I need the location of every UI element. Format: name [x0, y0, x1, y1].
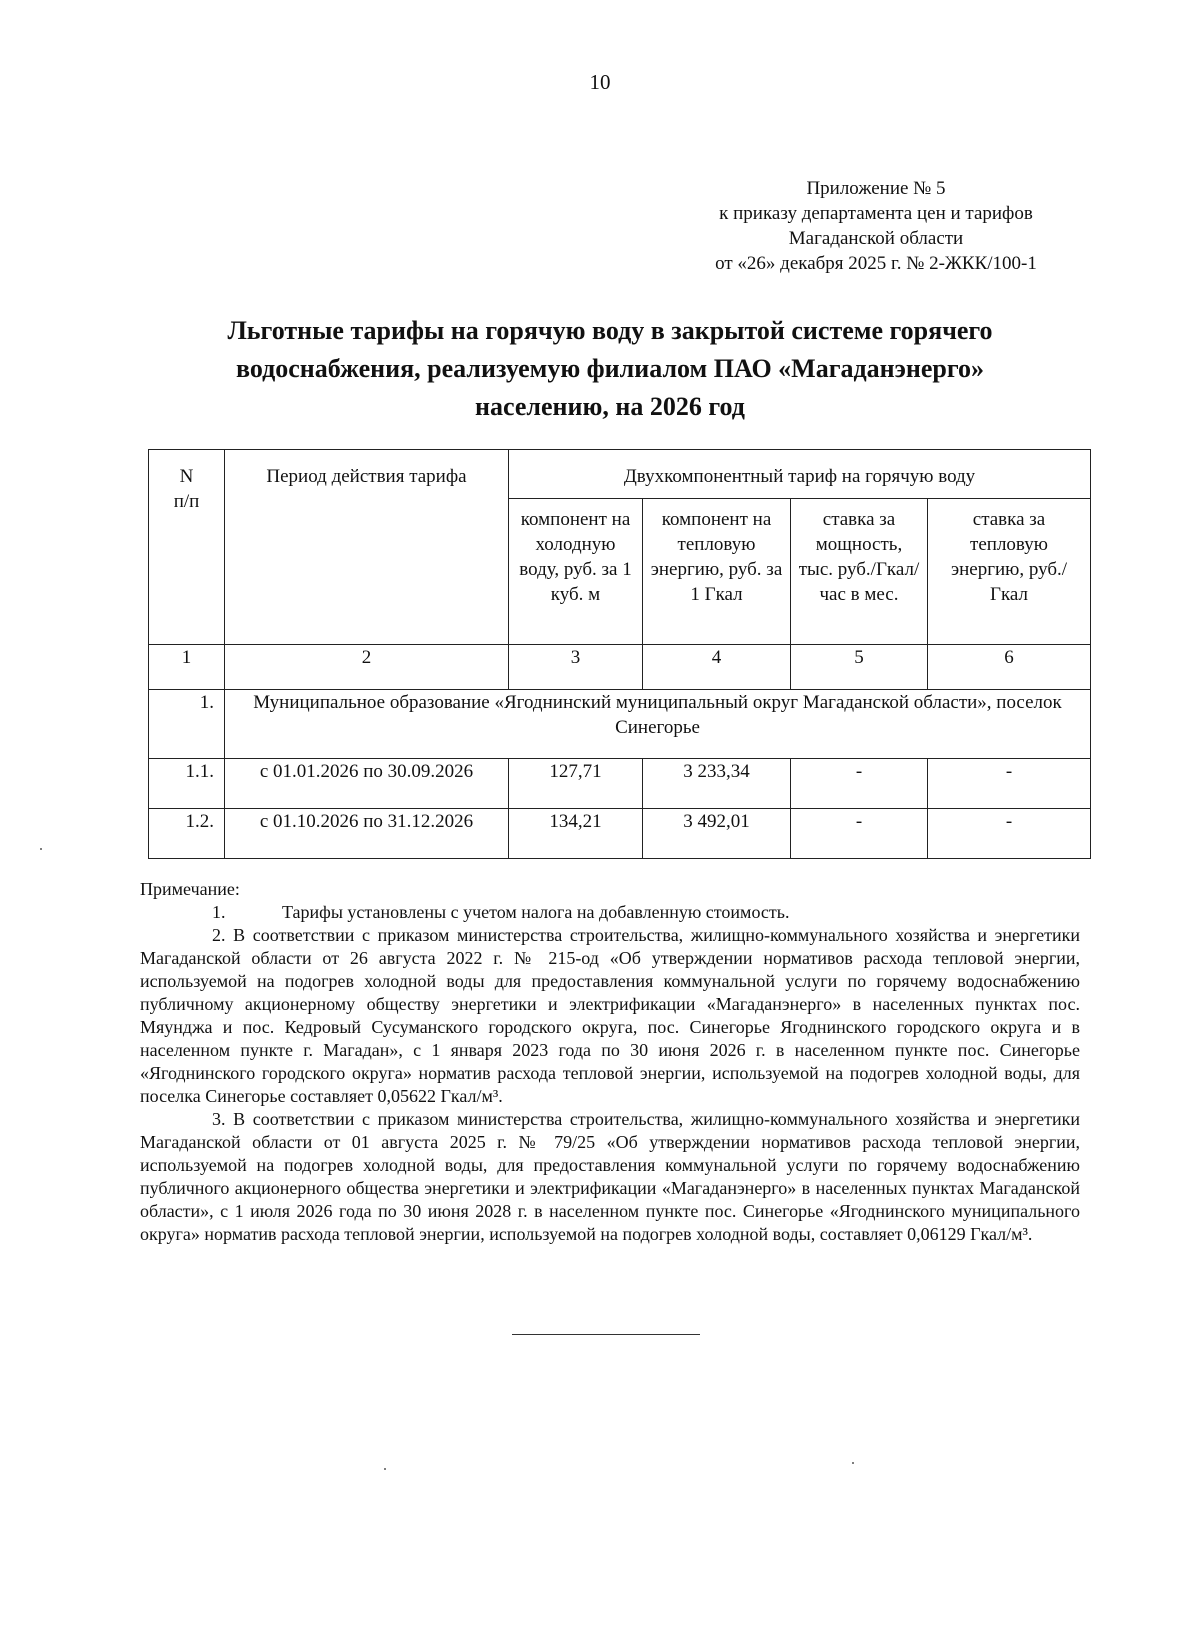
appendix-line-3: Магаданской области — [788, 228, 964, 249]
header-capacity-rate: ставка за мощность, тыс. руб./Гкал/час в мес. — [791, 499, 928, 645]
header-period: Период действия тарифа — [225, 450, 509, 645]
column-number: 1 — [149, 645, 225, 690]
scan-speck — [384, 1468, 386, 1470]
appendix-line-1: Приложение № 5 — [806, 178, 946, 199]
header-two-component-tariff: Двухкомпонентный тариф на горячую воду — [509, 450, 1091, 499]
row-capacity-rate: - — [791, 809, 928, 859]
header-number — [149, 450, 225, 645]
row-number: 1.1. — [149, 759, 225, 809]
column-number-row — [149, 645, 1091, 690]
row-cold-water: 134,21 — [509, 809, 643, 859]
table-header-row — [149, 450, 1091, 499]
column-number: 2 — [225, 645, 509, 690]
row-period: с 01.10.2026 по 31.12.2026 — [225, 809, 509, 859]
header-cold-water-component: компонент на холодную воду, руб. за 1 куб. м — [509, 499, 643, 645]
section-number: 1. — [149, 690, 225, 759]
header-heat-energy-rate: ставка за тепловую энергию, руб./Гкал — [928, 499, 1091, 645]
title-line-3: населению, на 2026 год — [475, 392, 745, 421]
closing-rule — [512, 1334, 700, 1335]
section-row — [149, 690, 1091, 759]
notes-heading: Примечание: — [140, 879, 240, 899]
column-number: 6 — [928, 645, 1091, 690]
row-number: 1.2. — [149, 809, 225, 859]
column-number: 5 — [791, 645, 928, 690]
notes-section — [140, 878, 1080, 1246]
row-capacity-rate: - — [791, 759, 928, 809]
note-item-1-number: 1. — [212, 902, 226, 922]
note-item-3: 3. В соответствии с приказом министерства строительства, жилищно-коммунального хозяйства и энергетики Магаданской области от 01 августа 2025 г. № 79/25 «Об утверждении нормативов расхода тепловой энергии, используемой на подогрев холодной воды, для предоставления коммунальной услуги по горячему водоснабжению публичного акционерного общества энергетики и электрификации «Магаданэнерго» в населенных пунктах Магаданской области», с 1 июля 2026 года по 30 июня 2028 г. в населенном пункте пос. Синегорье «Ягоднинского муниципального округа» норматив расхода тепловой энергии, используемой на подогрев холодной воды, составляет 0,06129 Гкал/м³. — [140, 1109, 1080, 1244]
scan-speck — [852, 1462, 854, 1464]
row-heat-rate: - — [928, 759, 1091, 809]
note-item-1 — [140, 901, 1080, 924]
table-row — [149, 759, 1091, 809]
page-number: 10 — [589, 70, 611, 94]
row-cold-water: 127,71 — [509, 759, 643, 809]
note-item-2: 2. В соответствии с приказом министерства строительства, жилищно-коммунального хозяйства и энергетики Магаданской области от 26 августа 2022 г. № 215-од «Об утверждении нормативов расхода тепловой энергии, используемой на подогрев холодной воды для предоставления коммунальной услуги по горячему водоснабжению публичному акционерному обществу энергетики и электрификации «Магаданэнерго» в населенных пунктах пос. Мяунджа и пос. Кедровый Сусуманского городского округа, пос. Синегорье Ягоднинского городского округа и в населенном пункте г. Магадан», с 1 января 2023 года по 30 июня 2026 г. в населенном пункте пос. Синегорье «Ягоднинского городского округа» норматив расхода тепловой энергии, используемой на подогрев холодной воды, для поселка Синегорье составляет 0,05622 Гкал/м³. — [140, 925, 1080, 1106]
document-title — [140, 312, 1080, 426]
title-line-2: водоснабжения, реализуемую филиалом ПАО «Магаданэнерго» — [235, 354, 985, 383]
row-heat-energy: 3 233,34 — [643, 759, 791, 809]
title-line-1: Льготные тарифы на горячую воду в закрытой системе горячего — [227, 316, 993, 345]
column-number: 3 — [509, 645, 643, 690]
header-number-line-1: N — [179, 466, 194, 487]
appendix-line-4: от «26» декабря 2025 г. № 2-ЖКК/100-1 — [715, 253, 1037, 274]
appendix-header — [666, 176, 1086, 276]
scan-speck — [40, 848, 42, 850]
row-heat-energy: 3 492,01 — [643, 809, 791, 859]
header-number-line-2: п/п — [173, 491, 200, 512]
tariff-table — [148, 449, 1091, 859]
section-name: Муниципальное образование «Ягоднинский муниципальный округ Магаданской области», поселок Синегорье — [225, 690, 1091, 759]
note-item-1-text: Тарифы установлены с учетом налога на добавленную стоимость. — [282, 902, 790, 922]
column-number: 4 — [643, 645, 791, 690]
row-period: с 01.01.2026 по 30.09.2026 — [225, 759, 509, 809]
row-heat-rate: - — [928, 809, 1091, 859]
table-row — [149, 809, 1091, 859]
header-heat-energy-component: компонент на тепловую энергию, руб. за 1 Гкал — [643, 499, 791, 645]
appendix-line-2: к приказу департамента цен и тарифов — [719, 203, 1033, 224]
